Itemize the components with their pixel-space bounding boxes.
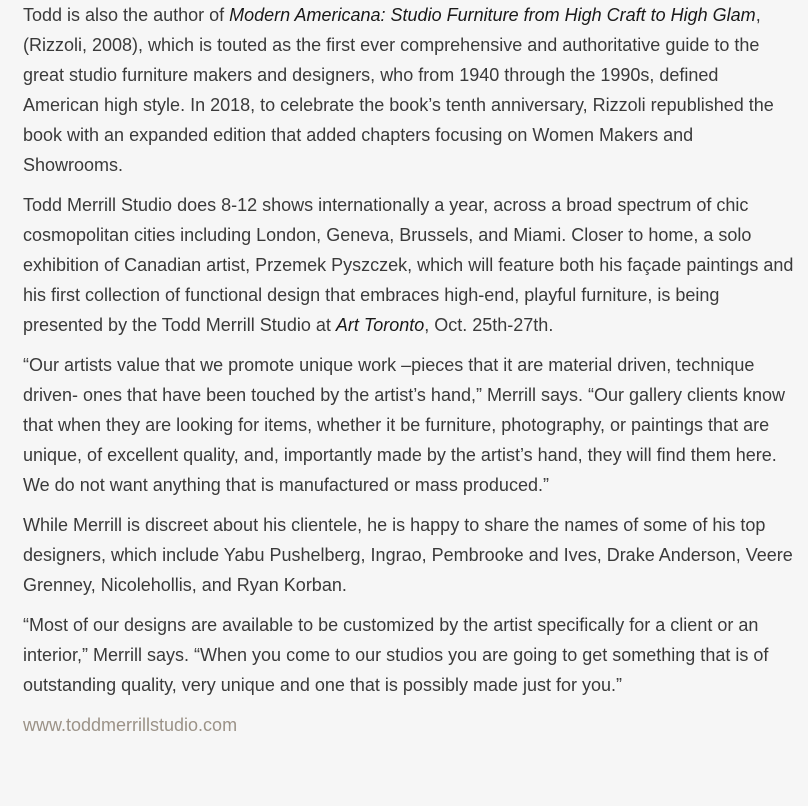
paragraph-quote-artists: “Our artists value that we promote unique work –pieces that it are material driven, technique driven- ones that have been touched by the artist’s hand,” Merrill says. “Our gallery clients know that when they are looking for items, whether it be furniture, photography, or paintings that are unique, of excellent quality, and, importantly made by the artist’s hand, they will find them here. We do not want anything that is manufactured or mass produced.” [23,355,786,495]
paragraph-designers: While Merrill is discreet about his clientele, he is happy to share the names of some of his top designers, which include Yabu Pushelberg, Ingrao, Pembrooke and Ives, Drake Anderson, Veere Grenney, Nicolehollis, and Ryan Korban. [23,515,793,595]
paragraph-shows [23,190,795,340]
paragraph-book-text-b: , (Rizzoli, 2008), which is touted as the first ever comprehensive and authoritative guide to the great studio furniture makers and designers, who from 1940 through the 1990s, defined American high style. In 2018, to celebrate the book’s tenth anniversary, Rizzoli republished the book with an expanded edition that added chapters focusing on Women Makers and Showrooms. [23,5,774,175]
website-link[interactable]: www.toddmerrillstudio.com [23,715,238,735]
paragraph-book [23,0,795,180]
article-body [23,0,795,750]
paragraph-quote-designs: “Most of our designs are available to be customized by the artist specifically for a client or an interior,” Merrill says. “When you come to our studios you are going to get something that is of outstanding quality, very unique and one that is possibly made just for you.” [23,615,769,695]
paragraph-shows-text-a: Todd Merrill Studio does 8-12 shows internationally a year, across a broad spectrum of chic cosmopolitan cities including London, Geneva, Brussels, and Miami. Closer to home, a solo exhibition of Canadian artist, Przemek Pyszczek, which will feature both his façade paintings and his first collection of functional design that embraces high-end, playful furniture, is being presented by the Todd Merrill Studio at [23,195,794,335]
paragraph-shows-text-b: , Oct. 25th-27th. [424,315,554,335]
book-title: Modern Americana: Studio Furniture from High Craft to High Glam [229,5,756,25]
paragraph-book-text-a: Todd is also the author of [23,5,230,25]
website-paragraph [23,710,795,740]
event-name: Art Toronto [335,315,425,335]
